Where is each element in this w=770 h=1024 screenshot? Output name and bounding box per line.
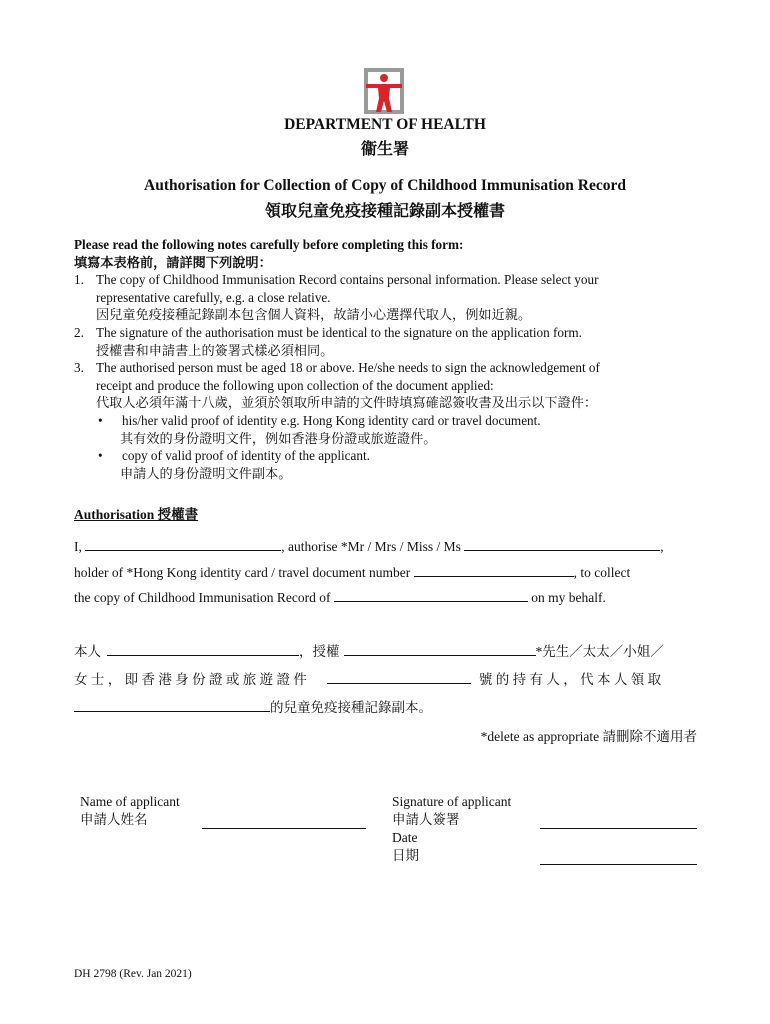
authorisation-zh-line-3 bbox=[74, 696, 432, 716]
text: , bbox=[660, 539, 664, 554]
form-code: DH 2798 (Rev. Jan 2021) bbox=[74, 968, 192, 980]
note-text-en-cont: receipt and produce the following upon collection of the document applied: bbox=[96, 377, 494, 393]
text: , to collect bbox=[573, 565, 631, 580]
signature-line[interactable] bbox=[540, 828, 697, 829]
text: 女 士 ， 即 香 港 身 份 證 或 旅 遊 證 件 bbox=[74, 672, 307, 687]
authorisation-zh-line-2 bbox=[74, 668, 661, 688]
note-text-zh: 代取人必須年滿十八歲，並須於領取所申請的文件時填寫確認簽收書及出示以下證件： bbox=[96, 395, 598, 411]
notes-heading-en: Please read the following notes carefully before completing this form: bbox=[74, 237, 464, 252]
text: , authorise *Mr / Mrs / Miss / Ms bbox=[281, 539, 465, 554]
delete-as-appropriate-note: *delete as appropriate 請刪除不適用者 bbox=[480, 729, 697, 744]
document-number-blank[interactable] bbox=[414, 564, 574, 577]
text: ，授權 bbox=[299, 644, 340, 659]
authorisation-zh-line-1 bbox=[74, 640, 664, 660]
authorisation-line-2 bbox=[74, 564, 630, 581]
authorisation-line-1 bbox=[74, 538, 664, 555]
applicant-name-label bbox=[80, 793, 180, 829]
note-text-en-cont: representative carefully, e.g. a close relative. bbox=[96, 289, 331, 305]
text: 號 的 持 有 人 ， 代 本 人 領 取 bbox=[478, 672, 662, 687]
bullet-text-en: his/her valid proof of identity e.g. Hong Kong identity card or travel document. bbox=[122, 412, 541, 428]
department-name-en: DEPARTMENT OF HEALTH bbox=[284, 116, 486, 133]
note-number: 2. bbox=[74, 324, 84, 340]
note-text-zh: 因兒童免疫接種記錄副本包含個人資料，故請小心選擇代取人，例如近親。 bbox=[96, 307, 532, 323]
department-of-health-logo bbox=[362, 68, 406, 114]
authorisation-line-3 bbox=[74, 589, 606, 606]
document-number-blank-zh[interactable] bbox=[327, 671, 471, 684]
note-text-en: The authorised person must be aged 18 or above. He/she needs to sign the acknowledgement of bbox=[96, 360, 600, 376]
text: holder of *Hong Kong identity card / travel document number bbox=[74, 565, 414, 580]
text: 本人 bbox=[74, 644, 101, 659]
note-item-1 bbox=[74, 271, 704, 289]
text: I, bbox=[74, 539, 86, 554]
label-zh: 申請人姓名 bbox=[80, 812, 148, 827]
child-name-blank-zh[interactable] bbox=[74, 699, 270, 712]
note-number: 1. bbox=[74, 272, 84, 288]
representative-name-blank[interactable] bbox=[464, 538, 660, 551]
label-en: Name of applicant bbox=[80, 794, 180, 809]
label-en: Signature of applicant bbox=[392, 794, 512, 809]
note-item-3 bbox=[74, 359, 704, 377]
bullet-icon: • bbox=[98, 412, 103, 428]
note-text-en: The signature of the authorisation must be identical to the signature on the application form. bbox=[96, 324, 582, 340]
notes-section bbox=[74, 236, 704, 482]
form-title-en: Authorisation for Collection of Copy of Childhood Immunisation Record bbox=[144, 177, 626, 194]
applicant-name-blank[interactable] bbox=[85, 538, 281, 551]
bullet-text-zh: 其有效的身份證明文件，例如香港身份證或旅遊證件。 bbox=[120, 430, 437, 446]
representative-name-blank-zh[interactable] bbox=[344, 643, 536, 656]
applicant-name-line[interactable] bbox=[202, 828, 366, 829]
notes-heading-zh: 填寫本表格前，請詳閱下列說明： bbox=[74, 254, 272, 270]
bullet-text-zh: 申請人的身份證明文件副本。 bbox=[120, 465, 292, 481]
note-item-2 bbox=[74, 324, 704, 342]
date-line[interactable] bbox=[540, 864, 697, 865]
note-text-zh: 授權書和申請書上的簽署式樣必須相同。 bbox=[96, 342, 334, 358]
bullet-text-en: copy of valid proof of identity of the applicant. bbox=[122, 448, 370, 464]
applicant-signature-label bbox=[392, 793, 511, 865]
note-number: 3. bbox=[74, 360, 84, 376]
form-title-zh: 領取兒童免疫接種記錄副本授權書 bbox=[264, 203, 505, 220]
bullet-item bbox=[74, 447, 704, 465]
text: the copy of Childhood Immunisation Record of bbox=[74, 590, 334, 605]
department-name-zh: 衞生署 bbox=[360, 141, 409, 158]
text: 的兒童免疫接種記錄副本。 bbox=[270, 700, 432, 715]
bullet-item bbox=[74, 412, 704, 430]
label-zh: 申請人簽署 bbox=[392, 812, 460, 827]
date-label-zh: 日期 bbox=[392, 848, 419, 863]
text: on my behalf. bbox=[527, 590, 606, 605]
text: *先生／太太／小姐／ bbox=[535, 644, 664, 659]
note-text-en: The copy of Childhood Immunisation Record contains personal information. Please select your bbox=[96, 272, 599, 288]
authorisation-heading: Authorisation 授權書 bbox=[74, 507, 199, 522]
child-name-blank[interactable] bbox=[334, 589, 528, 602]
date-label-en: Date bbox=[392, 830, 418, 845]
applicant-name-blank-zh[interactable] bbox=[107, 643, 299, 656]
bullet-icon: • bbox=[98, 448, 103, 464]
